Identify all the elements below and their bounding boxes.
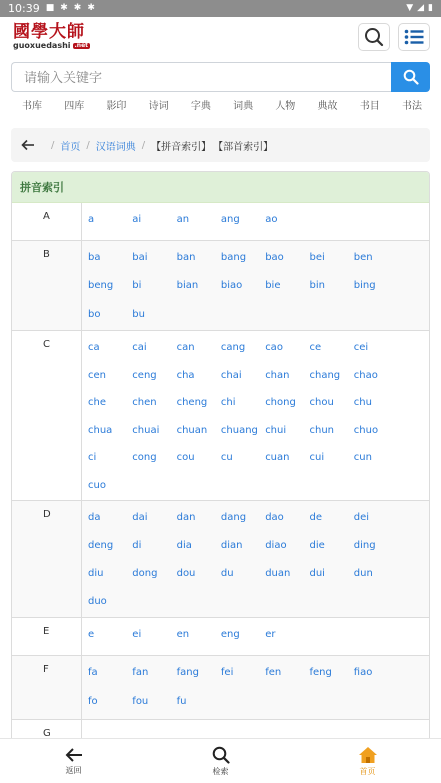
pinyin-link[interactable]: chuo	[353, 424, 379, 436]
header-buttons	[358, 23, 430, 51]
pinyin-link[interactable]: cou	[176, 452, 195, 463]
pinyin-link[interactable]: bie	[265, 280, 281, 291]
pinyin-link[interactable]: bu	[132, 308, 145, 320]
logo-text: 國學大師	[13, 22, 85, 42]
index-items	[82, 501, 429, 617]
breadcrumb-separator: /	[141, 139, 146, 151]
pinyin-link[interactable]: che	[88, 397, 106, 408]
pinyin-link[interactable]: chun	[309, 424, 334, 436]
index-items	[82, 618, 429, 655]
pinyin-link[interactable]: fou	[132, 696, 149, 707]
pinyin-link[interactable]: ei	[132, 629, 142, 640]
category-item[interactable]: 书目	[359, 101, 380, 112]
pinyin-link[interactable]: chai	[220, 369, 242, 381]
pinyin-link[interactable]: dan	[176, 512, 196, 523]
pinyin-link[interactable]: duan	[265, 568, 291, 579]
pinyin-link[interactable]: bang	[220, 251, 247, 263]
pinyin-link[interactable]: cong	[132, 452, 157, 463]
pinyin-link[interactable]: an	[176, 214, 190, 225]
pinyin-link[interactable]: cuo	[88, 479, 106, 491]
pinyin-link[interactable]: eng	[220, 629, 240, 640]
search-icon	[212, 746, 230, 764]
pinyin-link[interactable]: da	[88, 512, 101, 523]
list-menu-icon	[404, 29, 424, 45]
pinyin-link[interactable]: ceng	[132, 369, 157, 381]
menu-button[interactable]	[398, 23, 430, 51]
pinyin-link[interactable]: chuang	[220, 424, 258, 436]
index-row	[12, 331, 429, 501]
notification-icon: ■	[45, 3, 55, 13]
status-bar	[0, 0, 441, 17]
status-left	[8, 2, 95, 15]
pinyin-link[interactable]: bei	[309, 251, 325, 263]
pinyin-link[interactable]: bing	[353, 280, 376, 291]
category-item[interactable]: 书法	[401, 101, 422, 112]
index-table	[12, 203, 429, 751]
pinyin-link[interactable]: ba	[88, 251, 101, 263]
nav-search-button[interactable]	[147, 739, 294, 783]
pinyin-link[interactable]: dun	[353, 568, 373, 579]
pinyin-link[interactable]: ca	[88, 342, 100, 353]
pinyin-link[interactable]: bai	[132, 251, 148, 263]
pinyin-link[interactable]: dui	[309, 568, 325, 579]
nav-home-label: 首页	[359, 766, 376, 776]
logo-domain-tld: .net	[74, 42, 89, 49]
pinyin-link[interactable]: cao	[265, 342, 283, 353]
pinyin-link[interactable]: fiao	[353, 666, 373, 678]
home-icon	[358, 746, 378, 764]
pinyin-link[interactable]: chuan	[176, 424, 208, 436]
index-row	[12, 241, 429, 332]
pinyin-link[interactable]: de	[309, 512, 322, 523]
index-row	[12, 618, 429, 656]
pinyin-link[interactable]: cu	[220, 452, 233, 463]
category-item[interactable]: 人物	[275, 101, 296, 112]
pinyin-link[interactable]: fa	[88, 666, 98, 678]
pinyin-link[interactable]: feng	[309, 666, 332, 678]
category-item[interactable]: 影印	[106, 101, 127, 112]
pinyin-link[interactable]: ben	[353, 251, 373, 263]
pinyin-link[interactable]: chen	[132, 397, 157, 408]
pinyin-link[interactable]: cei	[353, 342, 369, 353]
bug-icon: ✱	[73, 3, 82, 13]
pinyin-link[interactable]: cang	[220, 342, 246, 353]
pinyin-link[interactable]: duo	[88, 596, 107, 607]
pinyin-link[interactable]: diao	[265, 540, 287, 551]
pinyin-link[interactable]: er	[265, 629, 276, 640]
index-letter: F	[12, 656, 82, 719]
logo-domain	[13, 42, 90, 50]
pinyin-index-panel	[11, 171, 430, 751]
index-row	[12, 203, 429, 241]
nav-search-label: 检索	[212, 766, 229, 776]
category-item[interactable]: 字典	[190, 101, 211, 112]
breadcrumb	[11, 128, 430, 162]
search-toggle-button[interactable]	[358, 23, 390, 51]
pinyin-link[interactable]: bo	[88, 308, 101, 320]
index-letter: D	[12, 501, 82, 617]
index-items	[82, 203, 429, 240]
site-logo[interactable]	[13, 24, 90, 50]
pinyin-link[interactable]: bian	[176, 280, 199, 291]
index-letter: E	[12, 618, 82, 655]
pinyin-link[interactable]: chao	[353, 369, 378, 381]
bug-icon: ✱	[87, 3, 95, 13]
pinyin-link[interactable]: chu	[353, 397, 372, 408]
panel-title: 拼音索引	[12, 172, 429, 203]
pinyin-link[interactable]: cheng	[176, 397, 208, 408]
pinyin-link[interactable]: deng	[88, 540, 114, 551]
pinyin-link[interactable]: ao	[265, 214, 278, 225]
logo-domain-name: guoxuedashi	[13, 41, 71, 50]
pinyin-link[interactable]: beng	[88, 280, 114, 291]
pinyin-link[interactable]: dian	[220, 540, 243, 551]
search-submit-button[interactable]	[391, 62, 430, 92]
category-item[interactable]: 诗词	[148, 101, 169, 112]
pinyin-link[interactable]: chou	[309, 397, 334, 408]
pinyin-link[interactable]: dao	[265, 512, 284, 523]
pinyin-link[interactable]: chuai	[132, 424, 160, 436]
pinyin-link[interactable]: ai	[132, 214, 142, 225]
index-items	[82, 656, 429, 719]
pinyin-link[interactable]: dou	[176, 568, 196, 579]
pinyin-link[interactable]: fo	[88, 696, 98, 707]
signal-icon: ◢	[417, 3, 425, 13]
index-letter: G	[12, 720, 82, 752]
pinyin-link[interactable]: ban	[176, 251, 196, 263]
wifi-icon: ▼	[406, 3, 414, 13]
pinyin-link[interactable]: dang	[220, 512, 247, 523]
bottom-nav	[0, 738, 441, 783]
search-icon	[364, 27, 384, 47]
pinyin-link[interactable]: fei	[220, 666, 234, 678]
pinyin-link[interactable]: can	[176, 342, 195, 353]
pinyin-link[interactable]: dai	[132, 512, 148, 523]
breadcrumb-dictionary[interactable]: 汉语词典	[95, 141, 136, 153]
pinyin-link[interactable]: en	[176, 629, 190, 640]
breadcrumb-radical-index[interactable]: 【部首索引】	[213, 141, 274, 153]
pinyin-link[interactable]: biao	[220, 280, 243, 291]
nav-back-button[interactable]	[0, 739, 147, 783]
breadcrumb-pinyin-index[interactable]: 【拼音索引】	[151, 141, 212, 153]
index-row	[12, 501, 429, 618]
pinyin-link[interactable]: ci	[88, 452, 97, 463]
index-items	[82, 331, 429, 500]
pinyin-link[interactable]: fang	[176, 666, 199, 678]
pinyin-link[interactable]: bi	[132, 280, 142, 291]
category-nav	[13, 97, 431, 113]
pinyin-link[interactable]: dia	[176, 540, 192, 551]
battery-icon: ▮	[428, 3, 433, 13]
index-letter: B	[12, 241, 82, 331]
category-item[interactable]: 书库	[22, 101, 42, 112]
pinyin-link[interactable]: fan	[132, 666, 149, 678]
search-bar	[11, 62, 430, 92]
pinyin-link[interactable]: cui	[309, 452, 325, 463]
pinyin-link[interactable]: cha	[176, 369, 195, 381]
status-right	[406, 4, 433, 13]
breadcrumb-separator: /	[51, 139, 55, 151]
pinyin-link[interactable]: bao	[265, 251, 284, 263]
breadcrumb-home[interactable]: 首页	[60, 141, 81, 153]
pinyin-link[interactable]: ding	[353, 540, 376, 551]
category-item[interactable]: 典故	[317, 101, 338, 112]
index-letter: A	[12, 203, 82, 240]
pinyin-link[interactable]: chua	[88, 424, 113, 436]
index-items	[82, 241, 429, 331]
category-item[interactable]: 词典	[233, 101, 254, 112]
index-letter: C	[12, 331, 82, 500]
pinyin-link[interactable]: chan	[265, 369, 290, 381]
pinyin-link[interactable]: fu	[176, 696, 187, 707]
bug-icon: ✱	[60, 3, 68, 13]
category-item[interactable]: 四库	[64, 101, 85, 112]
pinyin-link[interactable]: cen	[88, 369, 106, 381]
pinyin-link[interactable]: dong	[132, 568, 158, 579]
status-time: 10:39	[8, 2, 40, 15]
breadcrumb-separator: /	[86, 139, 90, 151]
search-input[interactable]	[11, 62, 391, 92]
pinyin-link[interactable]: cuan	[265, 452, 290, 463]
pinyin-link[interactable]: dei	[353, 512, 370, 523]
pinyin-link[interactable]: bin	[309, 280, 325, 291]
pinyin-link[interactable]: cun	[353, 452, 372, 463]
pinyin-link[interactable]: ce	[309, 342, 322, 353]
pinyin-link[interactable]: chong	[265, 397, 296, 408]
nav-home-button[interactable]	[294, 739, 441, 783]
pinyin-link[interactable]: die	[309, 540, 325, 551]
pinyin-link[interactable]: a	[88, 214, 95, 225]
pinyin-link[interactable]: fen	[265, 666, 282, 678]
arrow-left-icon	[65, 747, 83, 763]
nav-back-label: 返回	[65, 765, 82, 775]
breadcrumb-back-button[interactable]	[21, 139, 37, 151]
arrow-left-icon	[21, 139, 35, 151]
pinyin-link[interactable]: di	[132, 540, 142, 551]
pinyin-link[interactable]: diu	[88, 568, 104, 579]
pinyin-link[interactable]: chi	[220, 397, 236, 408]
pinyin-link[interactable]: ang	[220, 214, 240, 225]
app-header	[0, 17, 441, 57]
pinyin-link[interactable]: cai	[132, 342, 147, 353]
pinyin-link[interactable]: e	[88, 629, 95, 640]
search-icon	[403, 69, 419, 85]
pinyin-link[interactable]: chui	[265, 424, 287, 436]
pinyin-link[interactable]: du	[220, 568, 234, 579]
index-row	[12, 656, 429, 720]
pinyin-link[interactable]: chang	[309, 369, 341, 381]
